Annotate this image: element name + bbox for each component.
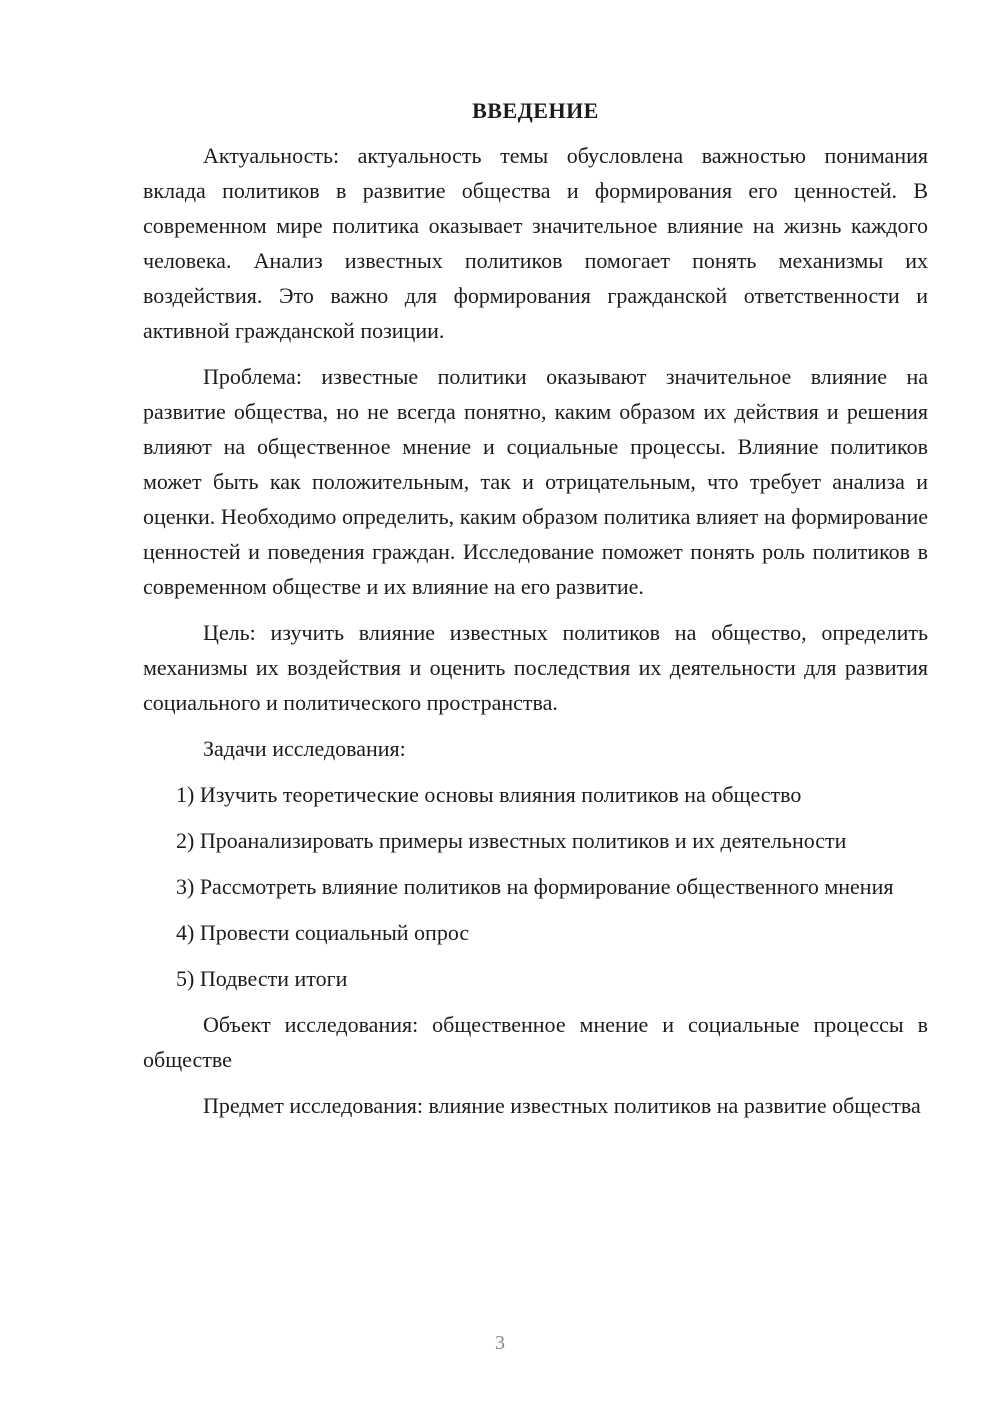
task-item: 2) Проанализировать примеры известных политиков и их деятельности [176,828,847,853]
object-paragraph: Объект исследования: общественное мнение и социальные процессы в обществе [143,1012,928,1072]
page-number: 3 [495,1332,505,1354]
task-item: 1) Изучить теоретические основы влияния политиков на общество [176,782,802,807]
relevance-paragraph: Актуальность: актуальность темы обусловлена важностью понимания вклада политиков в развитие общества и формирования его ценностей. В современном мире политика оказывает значительное влияние на жизнь каждого человека. Анализ известных политиков помогает понять механизмы их воздействия. Это важно для формирования гражданской ответственности и активной гражданской позиции. [143,143,928,343]
task-item: 4) Провести социальный опрос [176,920,470,945]
page-title: ВВЕДЕНИЕ [472,98,599,123]
problem-paragraph: Проблема: известные политики оказывают значительное влияние на развитие общества, но не всегда понятно, каким образом их действия и решения влияют на общественное мнение и социальные процессы. Влияние политиков может быть как положительным, так и отрицательным, что требует анализа и оценки. Необходимо определить, каким образом политика влияет на формирование ценностей и поведения граждан. Исследование поможет понять роль политиков в современном обществе и их влияние на его развитие. [143,364,928,599]
tasks-title: Задачи исследования: [203,736,406,761]
subject-paragraph: Предмет исследования: влияние известных политиков на развитие общества [203,1093,921,1118]
task-item: 3) Рассмотреть влияние политиков на формирование общественного мнения [176,874,894,899]
task-item: 5) Подвести итоги [176,966,348,991]
goal-paragraph: Цель: изучить влияние известных политиков на общество, определить механизмы их воздействия и оценить последствия их деятельности для развития социального и политического пространства. [143,620,928,715]
document-page [143,96,928,1123]
